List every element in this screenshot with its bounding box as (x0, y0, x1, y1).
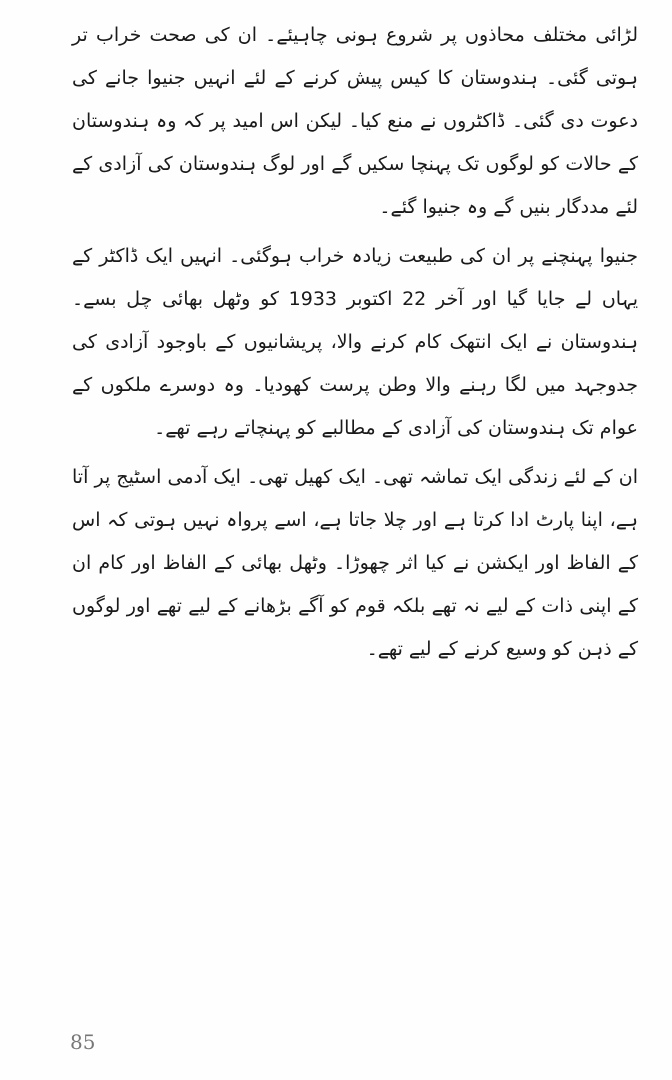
paragraph-1: لڑائی مختلف محاذوں پر شروع ہونی چاہیئے۔ ان کی صحت خراب تر ہوتی گئی۔ ہندوستان کا کیس پیش کرنے کے لئے انہیں جنیوا جانے کی دعوت دی گئی۔ ڈاکٹروں نے منع کیا۔ لیکن اس امید پر کہ وہ ہندوستان کے حالات کو لوگوں تک پہنچا سکیں گے اور لوگ ہندوستان کی آزادی کے لئے مددگار بنیں گے وہ جنیوا گئے۔ (72, 24, 638, 218)
body-text (72, 14, 638, 671)
paragraph-3: ان کے لئے زندگی ایک تماشہ تھی۔ ایک کھیل تھی۔ ایک آدمی اسٹیج پر آتا ہے، اپنا پارٹ ادا کرتا ہے اور چلا جاتا ہے، اسے پرواہ نہیں ہوتی کہ اس کے الفاظ اور ایکشن نے کیا اثر چھوڑا۔ وٹھل بھائی کے الفاظ اور کام ان کے اپنی ذات کے لیے نہ تھے بلکہ قوم کو آگے بڑھانے کے لیے تھے اور لوگوں کے ذہن کو وسیع کرنے کے لیے تھے۔ (72, 466, 638, 660)
page-number: 85 (70, 1030, 96, 1054)
paragraph-2: جنیوا پہنچنے پر ان کی طبیعت زیادہ خراب ہوگئی۔ انہیں ایک ڈاکٹر کے یہاں لے جایا گیا اور آخر 22 اکتوبر 1933 کو وٹھل بھائی چل بسے۔ ہندوستان نے ایک انتھک کام کرنے والا، پریشانیوں کے باوجود آزادی کی جدوجہد میں لگا رہنے والا وطن پرست کھودیا۔ وہ دوسرے ملکوں کے عوام تک ہندوستان کی آزادی کے مطالبے کو پہنچاتے رہے تھے۔ (72, 245, 638, 439)
